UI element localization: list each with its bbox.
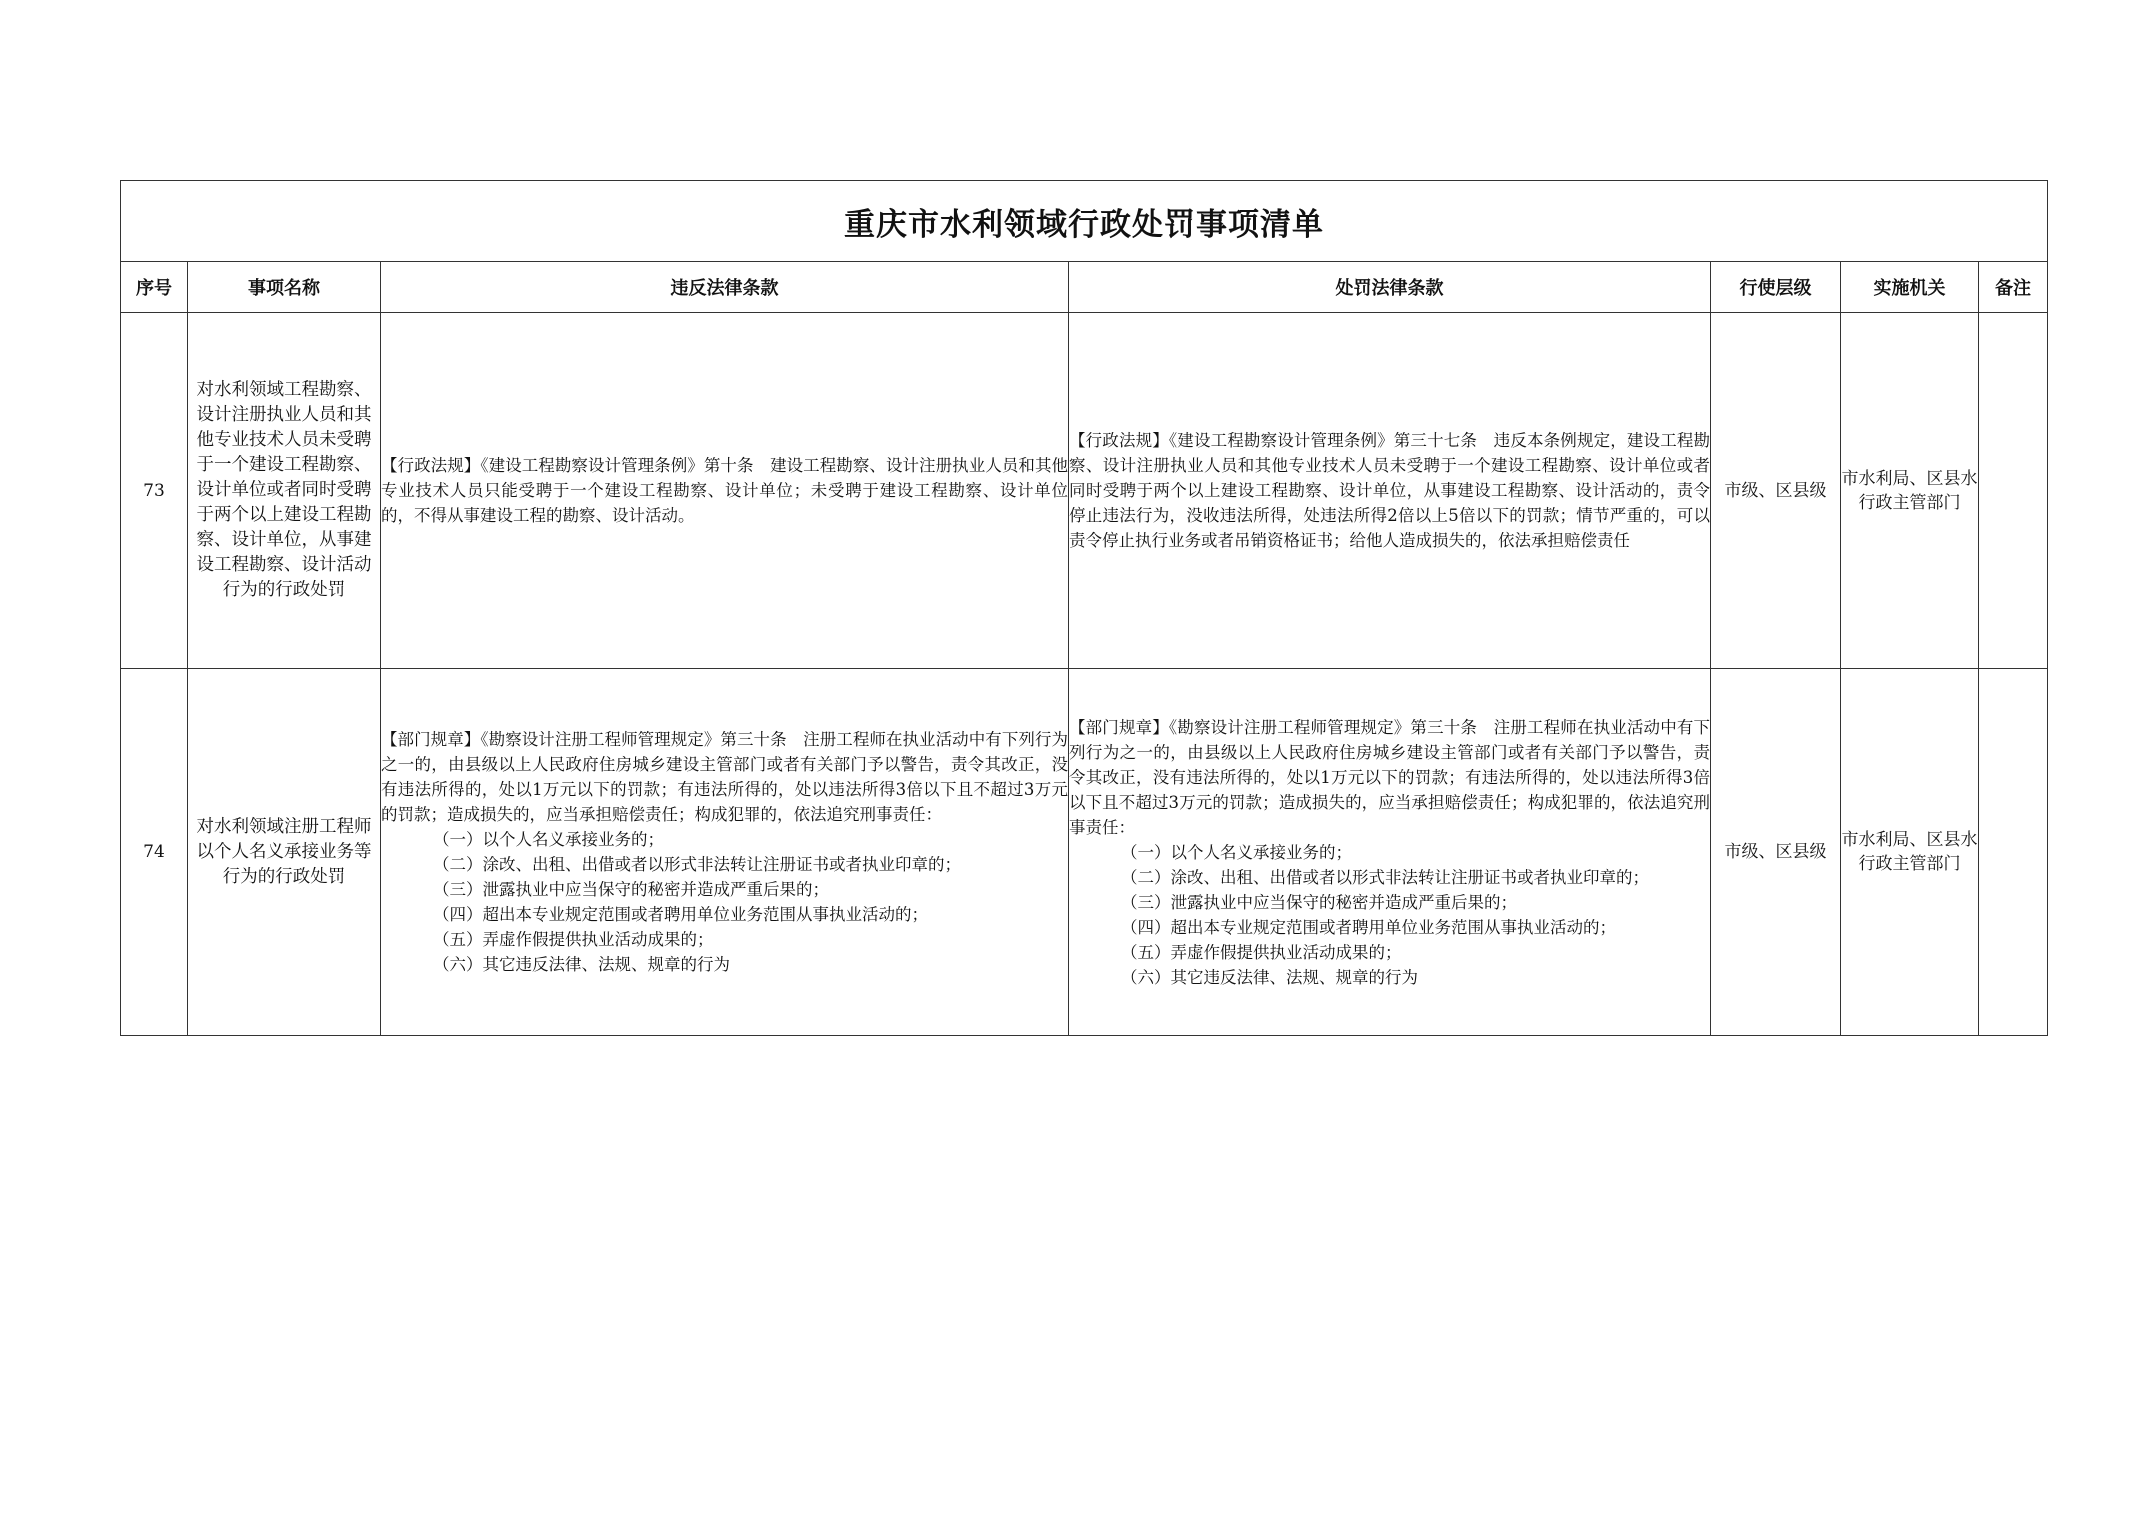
header-name: 事项名称 [188, 262, 381, 313]
cell-level: 市级、区县级 [1711, 669, 1841, 1036]
header-agency: 实施机关 [1841, 262, 1979, 313]
cell-note [1979, 669, 2048, 1036]
document-sheet [120, 180, 2047, 1036]
cell-level: 市级、区县级 [1711, 313, 1841, 669]
violated-text: 【行政法规】《建设工程勘察设计管理条例》第十条 建设工程勘察、设计注册执业人员和其他专业技术人员只能受聘于一个建设工程勘察、设计单位；未受聘于建设工程勘察、设计单位的，不得从事建设工程的勘察、设计活动。 [381, 456, 1068, 525]
title-row [121, 181, 2048, 262]
violated-item: （六）其它违反法律、法规、规章的行为 [433, 955, 730, 974]
penalty-text: 【部门规章】《勘察设计注册工程师管理规定》第三十条 注册工程师在执业活动中有下列行为之一的，由县级以上人民政府住房城乡建设主管部门或者有关部门予以警告，责令其改正，没有违法所得的，处以1万元以下的罚款；有违法所得的，处以违法所得3倍以下且不超过3万元的罚款；造成损失的，应当承担赔偿责任；构成犯罪的，依法追究刑事责任： [1069, 717, 1710, 837]
header-penalty: 处罚法律条款 [1069, 262, 1711, 313]
cell-note [1979, 313, 2048, 669]
header-seq: 序号 [121, 262, 188, 313]
cell-agency: 市水利局、区县水行政主管部门 [1841, 313, 1979, 669]
cell-penalty [1069, 313, 1711, 669]
cell-seq: 73 [121, 313, 188, 669]
violated-item: （二）涂改、出租、出借或者以形式非法转让注册证书或者执业印章的； [433, 855, 961, 874]
penalty-item: （三）泄露执业中应当保守的秘密并造成严重后果的； [1121, 892, 1517, 912]
violated-item: （五）弄虚作假提供执业活动成果的； [433, 930, 714, 949]
cell-penalty [1069, 669, 1711, 1036]
cell-name: 对水利领域工程勘察、设计注册执业人员和其他专业技术人员未受聘于一个建设工程勘察、设计单位或者同时受聘于两个以上建设工程勘察、设计单位，从事建设工程勘察、设计活动行为的行政处罚 [188, 313, 381, 669]
violated-item: （三）泄露执业中应当保守的秘密并造成严重后果的； [433, 880, 829, 899]
header-level: 行使层级 [1711, 262, 1841, 313]
page-title: 重庆市水利领域行政处罚事项清单 [121, 181, 2048, 262]
penalty-text: 【行政法规】《建设工程勘察设计管理条例》第三十七条 违反本条例规定，建设工程勘察、设计注册执业人员和其他专业技术人员未受聘于一个建设工程勘察、设计单位或者同时受聘于两个以上建设工程勘察、设计单位，从事建设工程勘察、设计活动的，责令停止违法行为，没收违法所得，处违法所得2倍以上5倍以下的罚款；情节严重的，可以责令停止执行业务或者吊销资格证书；给他人造成损失的，依法承担赔偿责任 [1069, 431, 1710, 550]
penalty-item: （四）超出本专业规定范围或者聘用单位业务范围从事执业活动的； [1121, 917, 1616, 937]
violated-item: （一）以个人名义承接业务的； [433, 830, 664, 849]
cell-seq: 74 [121, 669, 188, 1036]
cell-name: 对水利领域注册工程师以个人名义承接业务等行为的行政处罚 [188, 669, 381, 1036]
violated-text: 【部门规章】《勘察设计注册工程师管理规定》第三十条 注册工程师在执业活动中有下列行为之一的，由县级以上人民政府住房城乡建设主管部门或者有关部门予以警告，责令其改正，没有违法所得的，处以1万元以下的罚款；有违法所得的，处以违法所得3倍以下且不超过3万元的罚款；造成损失的，应当承担赔偿责任；构成犯罪的，依法追究刑事责任： [381, 730, 1068, 824]
header-violated: 违反法律条款 [381, 262, 1069, 313]
penalty-item: （六）其它违反法律、法规、规章的行为 [1121, 967, 1418, 987]
cell-violated [381, 669, 1069, 1036]
header-row [121, 262, 2048, 313]
header-note: 备注 [1979, 262, 2048, 313]
penalty-item: （二）涂改、出租、出借或者以形式非法转让注册证书或者执业印章的； [1121, 867, 1649, 887]
cell-agency: 市水利局、区县水行政主管部门 [1841, 669, 1979, 1036]
table-row [121, 313, 2048, 669]
cell-violated [381, 313, 1069, 669]
table-row [121, 669, 2048, 1036]
penalty-item: （五）弄虚作假提供执业活动成果的； [1121, 942, 1402, 962]
penalty-item: （一）以个人名义承接业务的； [1121, 842, 1352, 862]
penalty-table [120, 180, 2048, 1036]
violated-item: （四）超出本专业规定范围或者聘用单位业务范围从事执业活动的； [433, 905, 928, 924]
